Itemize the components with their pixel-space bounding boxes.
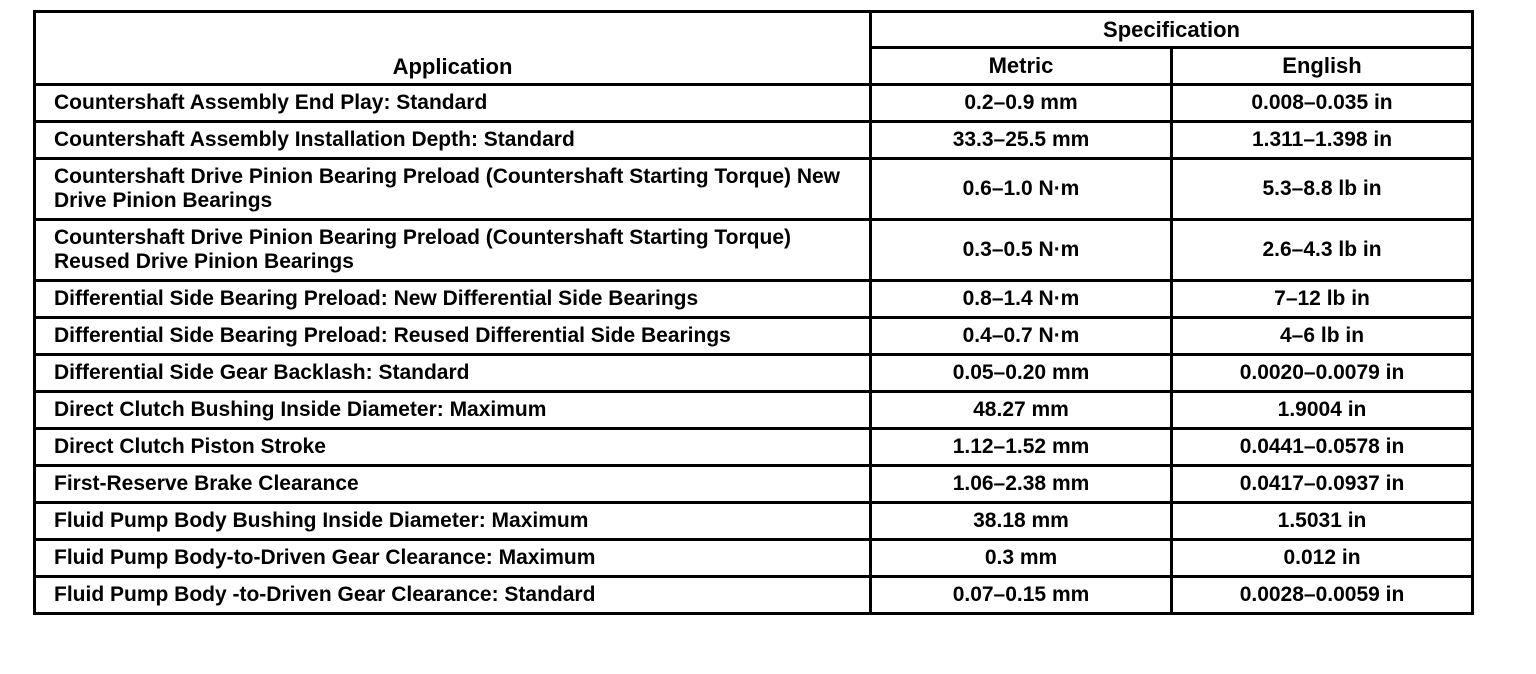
application-cell: Fluid Pump Body -to-Driven Gear Clearance: Standard xyxy=(35,577,871,614)
english-cell: 0.0417–0.0937 in xyxy=(1172,466,1473,503)
table-row xyxy=(35,503,1473,540)
metric-cell: 0.6–1.0 N·m xyxy=(871,159,1172,220)
table-row xyxy=(35,281,1473,318)
english-cell: 1.9004 in xyxy=(1172,392,1473,429)
table-row xyxy=(35,392,1473,429)
application-cell: Countershaft Assembly Installation Depth: Standard xyxy=(35,122,871,159)
header-row xyxy=(35,12,1473,48)
table-row xyxy=(35,85,1473,122)
application-cell: Countershaft Drive Pinion Bearing Preload (Countershaft Starting Torque) New Drive Pinion Bearings xyxy=(35,159,871,220)
english-cell: 2.6–4.3 lb in xyxy=(1172,220,1473,281)
english-cell: 0.0020–0.0079 in xyxy=(1172,355,1473,392)
table-row xyxy=(35,466,1473,503)
english-cell: 0.0441–0.0578 in xyxy=(1172,429,1473,466)
metric-cell: 33.3–25.5 mm xyxy=(871,122,1172,159)
table-row xyxy=(35,220,1473,281)
metric-cell: 0.2–0.9 mm xyxy=(871,85,1172,122)
application-cell: Direct Clutch Bushing Inside Diameter: Maximum xyxy=(35,392,871,429)
table-row xyxy=(35,318,1473,355)
english-cell: 1.311–1.398 in xyxy=(1172,122,1473,159)
english-cell: 0.012 in xyxy=(1172,540,1473,577)
table-row xyxy=(35,355,1473,392)
application-cell: First-Reserve Brake Clearance xyxy=(35,466,871,503)
english-cell: 4–6 lb in xyxy=(1172,318,1473,355)
application-cell: Direct Clutch Piston Stroke xyxy=(35,429,871,466)
english-cell: 5.3–8.8 lb in xyxy=(1172,159,1473,220)
application-cell: Countershaft Assembly End Play: Standard xyxy=(35,85,871,122)
specification-header: Specification xyxy=(871,12,1473,48)
metric-header: Metric xyxy=(871,48,1172,85)
english-cell: 7–12 lb in xyxy=(1172,281,1473,318)
application-cell: Differential Side Bearing Preload: Reused Differential Side Bearings xyxy=(35,318,871,355)
metric-cell: 0.05–0.20 mm xyxy=(871,355,1172,392)
table-row xyxy=(35,429,1473,466)
application-cell: Differential Side Bearing Preload: New Differential Side Bearings xyxy=(35,281,871,318)
application-cell: Fluid Pump Body Bushing Inside Diameter: Maximum xyxy=(35,503,871,540)
metric-cell: 38.18 mm xyxy=(871,503,1172,540)
metric-cell: 0.8–1.4 N·m xyxy=(871,281,1172,318)
specification-table xyxy=(33,10,1474,615)
application-cell: Differential Side Gear Backlash: Standard xyxy=(35,355,871,392)
metric-cell: 1.06–2.38 mm xyxy=(871,466,1172,503)
metric-cell: 0.3–0.5 N·m xyxy=(871,220,1172,281)
table-row xyxy=(35,122,1473,159)
metric-cell: 0.07–0.15 mm xyxy=(871,577,1172,614)
table-row xyxy=(35,159,1473,220)
english-cell: 1.5031 in xyxy=(1172,503,1473,540)
metric-cell: 0.4–0.7 N·m xyxy=(871,318,1172,355)
application-cell: Fluid Pump Body-to-Driven Gear Clearance: Maximum xyxy=(35,540,871,577)
english-cell: 0.008–0.035 in xyxy=(1172,85,1473,122)
metric-cell: 48.27 mm xyxy=(871,392,1172,429)
english-header: English xyxy=(1172,48,1473,85)
application-header: Application xyxy=(35,12,871,85)
metric-cell: 0.3 mm xyxy=(871,540,1172,577)
application-cell: Countershaft Drive Pinion Bearing Preload (Countershaft Starting Torque) Reused Drive Pinion Bearings xyxy=(35,220,871,281)
english-cell: 0.0028–0.0059 in xyxy=(1172,577,1473,614)
metric-cell: 1.12–1.52 mm xyxy=(871,429,1172,466)
table-row xyxy=(35,577,1473,614)
table-row xyxy=(35,540,1473,577)
